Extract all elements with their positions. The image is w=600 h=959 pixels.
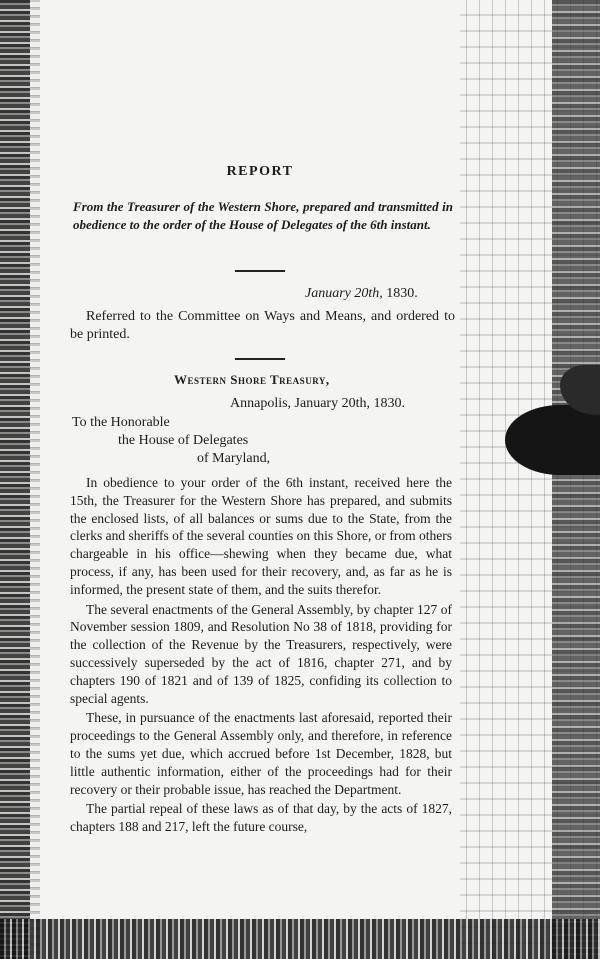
- scan-edge-right-dark: [552, 0, 600, 959]
- office-heading: Western Shore Treasury,: [174, 372, 330, 387]
- address-line-2: the House of Delegates: [118, 433, 249, 448]
- scan-edge-left: [0, 0, 30, 959]
- scan-edge-left-inner: [30, 0, 40, 959]
- body-paragraph: The partial repeal of these laws as of that day, by the acts of 1827, chapters 188 and 217, left the future course,: [70, 801, 452, 835]
- separator-rule: [235, 270, 285, 272]
- separator-rule: [235, 358, 285, 360]
- address-line-1: To the Honorable: [72, 415, 170, 430]
- report-body: [70, 474, 452, 838]
- report-date-text: January 20th,: [305, 286, 383, 301]
- document-title: REPORT: [226, 164, 294, 179]
- place-date: Annapolis, January 20th, 1830.: [230, 396, 405, 411]
- address-line-3: of Maryland,: [197, 451, 271, 466]
- body-paragraph: In obedience to your order of the 6th instant, received here the 15th, the Treasurer for the Western Shore has prepared, and submits the enclosed lists, of all balances or sums due to the State, from the clerks and sheriffs of the several counties on this Shore, or from others chargeable in his office—shewing when they became due, what process, if any, has been used for their recovery, and, as far as he is informed, the present state of them, and the suits therefor.: [70, 475, 452, 597]
- body-paragraph: These, in pursuance of the enactments last aforesaid, reported their proceedings to the General Assembly only, and therefore, in reference to the sums yet due, which accrued before 1st December, 1828, but little authentic information, either of the proceedings had for their recovery or their probable issue, has reached the Department.: [70, 710, 452, 797]
- scan-edge-bottom: [0, 919, 600, 959]
- body-paragraph: The several enactments of the General Assembly, by chapter 127 of November session 1809, and Resolution No 38 of 1818, providing for the collection of the Revenue by the Treasurers, respectively, were successively superseded by the act of 1816, chapter 271, and by chapters 190 of 1821 and of 139 of 1825, confiding its collection to special agents.: [70, 601, 452, 706]
- report-date: [305, 286, 418, 302]
- document-subtitle: From the Treasurer of the Western Shore, prepared and transmitted in obedience to the order of the House of Delegates of the 6th instant.: [73, 199, 453, 232]
- referral-note: Referred to the Committee on Ways and Means, and ordered to be printed.: [70, 309, 455, 342]
- document-page: [60, 0, 460, 910]
- report-date-year: 1830.: [386, 286, 418, 301]
